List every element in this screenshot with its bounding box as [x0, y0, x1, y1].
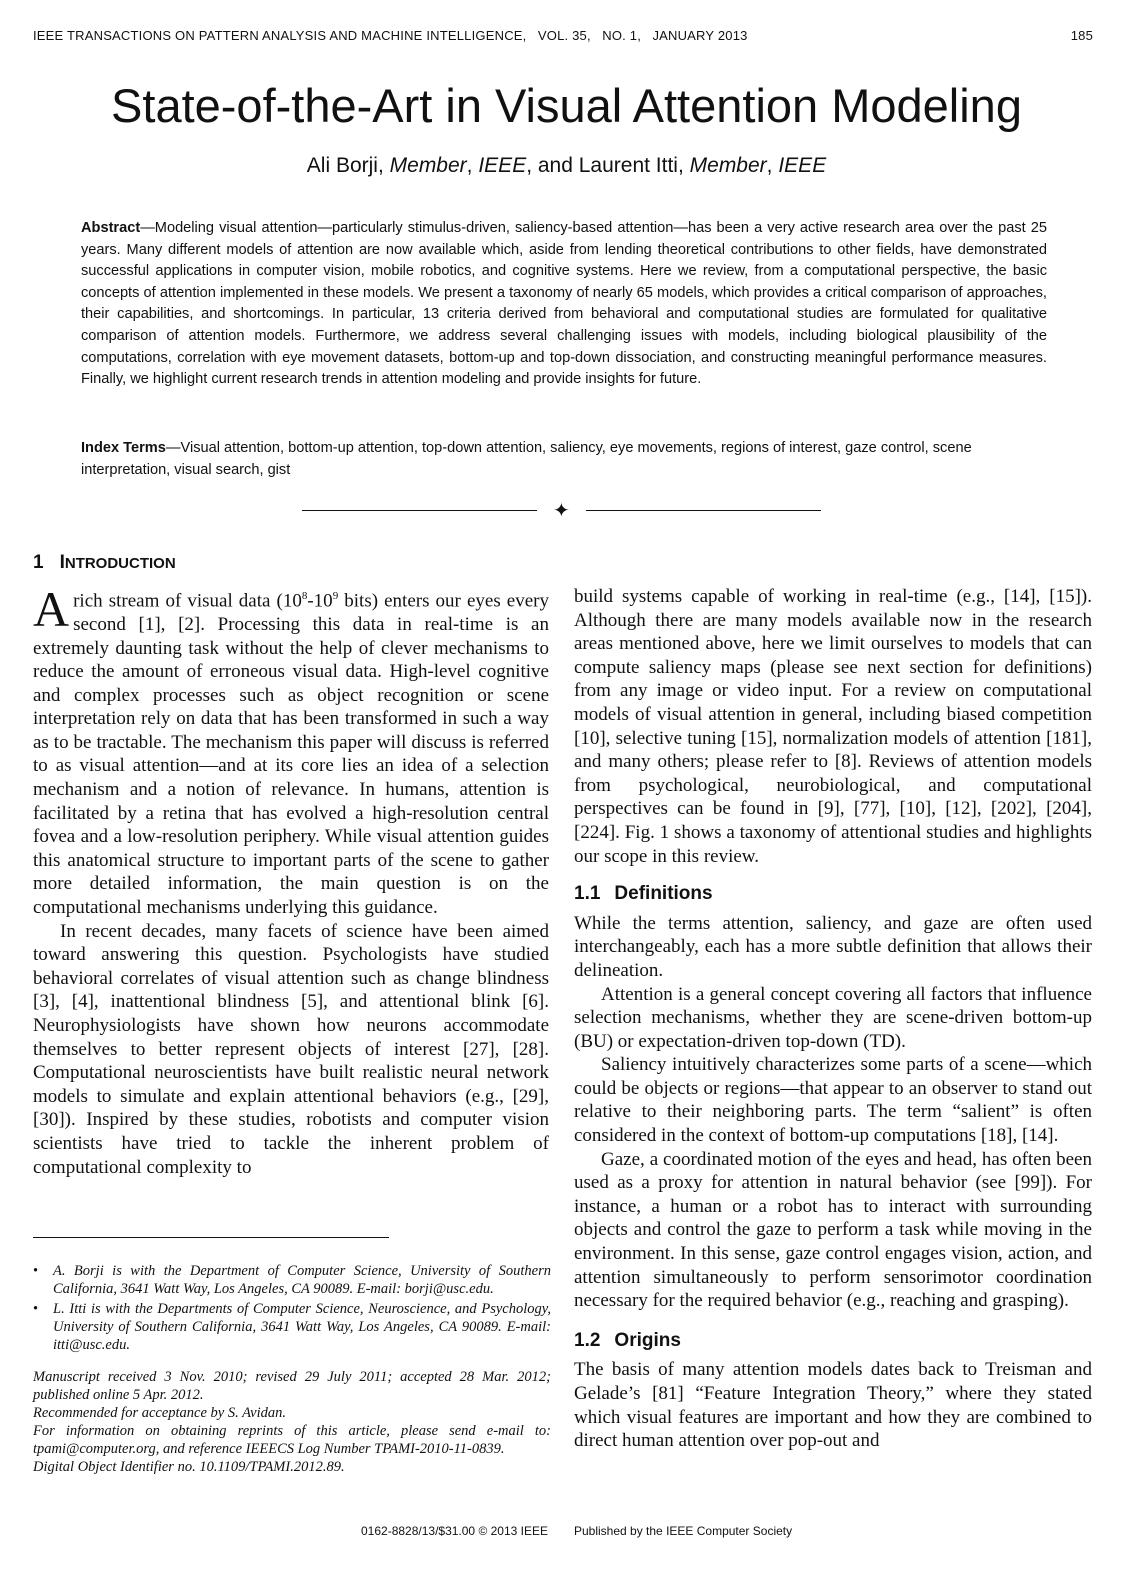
abstract-text: —Modeling visual attention—particularly stimulus-driven, saliency-based attention—has been a very active research area over the past 25 years. Many different models of attention are now available which, aside from lending theoretical contributions to other fields, have demonstrated successful applications in computer vision, mobile robotics, and cognitive systems. Here we review, from a computational perspective, the basic concepts of attention implemented in these models. We present a taxonomy of nearly 65 models, which provides a critical comparison of approaches, their capabilities, and shortcomings. In particular, 13 criteria derived from behavioral and computational studies are formulated for qualitative comparison of attention models. Furthermore, we address several challenging issues with models, including biological plausibility of the computations, correlation with eye movement datasets, bottom-up and top-down dissociation, and constructing meaningful performance measures. Finally, we highlight current research trends in attention modeling and provide insights for future. [81, 220, 1047, 388]
footnote-rule [33, 1237, 389, 1238]
manuscript-info [33, 1368, 551, 1476]
intro-paragraph-2-continued: build systems capable of working in real-time (e.g., [14], [15]). Although there are many models available now in the research areas mentioned above, here we limit ourselves to models that can compute saliency maps (please see next section for definitions) from any image or video input. For a review on computational models of visual attention in general, including biased competition [10], selective tuning [15], normalization models of attention [181], and many others; please refer to [8]. Reviews of attention models from psychological, neurobiological, and computational perspectives can be found in [9], [77], [10], [12], [202], [204], [224]. Fig. 1 shows a taxonomy of attentional studies and highlights our scope in this review. [574, 586, 1092, 867]
abstract [81, 218, 1047, 391]
subsection-heading-definitions: 1.1 Definitions [574, 883, 713, 905]
intro-paragraph-1: A rich stream of visual data ($10^8-10^9$ bits) enters our eyes every second [1], [2]. Processing this data in real-time is an extremely daunting task without the help of clever mechanisms to reduce the amount of erroneous visual data. High-level cognitive and complex processes such as object recognition or scene interpretation rely on data that has been transformed in such a way as to be tractable. The mechanism this paper will discuss is referred to as visual attention—and at its core lies an idea of a selection mechanism and a notion of relevance. In humans, attention is facilitated by a retina that has evolved a high-resolution central fovea and a low-resolution periphery. While visual attention guides this anatomical structure to important parts of the scene to gather more detailed information, the main question is on the computational mechanisms underlying this guidance. [33, 581, 549, 919]
definitions-paragraph-2: Attention is a general concept covering all factors that influence selection mechanisms, whether they are scene-driven bottom-up (BU) or expectation-driven top-down (TD). [574, 983, 1092, 1052]
separator-rule-right [586, 510, 821, 511]
recommended-by: Recommended for acceptance by S. Avidan. [33, 1405, 286, 1421]
section-number: 1 [33, 552, 44, 573]
index-terms-text: —Visual attention, bottom-up attention, top-down attention, saliency, eye movements, regions of interest, gaze control, scene interpretation, visual search, gist [81, 440, 972, 478]
page-number: 185 [1070, 28, 1093, 43]
copyright-line: 0162-8828/13/$31.00 © 2013 IEEE [361, 1524, 548, 1538]
section-separator [0, 498, 1133, 522]
intro-paragraph-2: In recent decades, many facets of science have been aimed toward answering this question. Psychologists have studied behavioral correlates of visual attention such as change blindness [3], [4], inattentional blindness [5], and attentional blink [6]. Neurophysiologists have shown how neurons accommodate themselves to better represent objects of interest [27], [28]. Computational neuroscientists have built realistic neural network models to simulate and explain attentional behaviors (e.g., [29], [30]). Inspired by these studies, robotists and computer vision scientists have tried to tackle the inherent problem of computational complexity to [33, 920, 549, 1178]
bullet-icon: • [33, 1263, 39, 1279]
definitions-paragraph-3: Saliency intuitively characterizes some parts of a scene—which could be objects or regions—that appear to an observer to stand out relative to their neighboring parts. The term “salient” is often considered in the context of bottom-up computations [18], [14]. [574, 1054, 1092, 1147]
subsection-heading-origins: 1.2 Origins [574, 1329, 681, 1351]
right-column [574, 585, 1092, 1453]
bullet-icon: • [33, 1301, 39, 1317]
footnote-author-1: • A. Borji is with the Department of Computer Science, University of Southern California, 3641 Watt Way, Los Angeles, CA 90089. E-mail: borji@usc.edu. [33, 1263, 551, 1297]
running-header [33, 28, 1093, 43]
drop-cap: A [33, 581, 70, 637]
author-line: Ali Borji, Member, IEEE, and Laurent Itti, Member, IEEE [306, 154, 827, 177]
author-1-org: IEEE [478, 154, 527, 177]
abstract-label: Abstract [81, 220, 141, 236]
author-2: , and Laurent Itti, [526, 154, 690, 177]
section-title-initial: I [59, 552, 65, 573]
paper-title: State-of-the-Art in Visual Attention Modeling [111, 79, 1022, 132]
index-terms-label: Index Terms [81, 440, 166, 456]
left-column [33, 581, 549, 1179]
section-title-rest: NTRODUCTION [64, 555, 176, 572]
separator-star-icon: ✦ [553, 498, 570, 522]
author-1: Ali Borji, [306, 154, 390, 177]
doi: Digital Object Identifier no. 10.1109/TPAMI.2012.89. [33, 1459, 345, 1475]
index-terms [81, 438, 1047, 481]
reprints-info: For information on obtaining reprints of this article, please send e-mail to: tpami@computer.org, and reference IEEECS Log Number TPAMI-2010-11-0839. [33, 1423, 551, 1457]
author-2-org: IEEE [778, 154, 827, 177]
journal-citation: IEEE TRANSACTIONS ON PATTERN ANALYSIS AND MACHINE INTELLIGENCE, VOL. 35, NO. 1, JANUARY 2013 [33, 28, 748, 43]
origins-paragraph-1: The basis of many attention models dates back to Treisman and Gelade’s [81] “Feature Integration Theory,” where they stated which visual features are important and how they are combined to direct human attention over pop-out and [574, 1359, 1092, 1452]
footnote-author-2: • L. Itti is with the Departments of Computer Science, Neuroscience, and Psychology, University of Southern California, 3641 Watt Way, Los Angeles, CA 90089. E-mail: itti@usc.edu. [33, 1301, 551, 1353]
author-1-role: Member [389, 154, 467, 177]
section-heading-introduction [33, 552, 176, 574]
footnotes [33, 1262, 551, 1476]
publisher-line: Published by the IEEE Computer Society [574, 1524, 793, 1538]
author-2-role: Member [689, 154, 767, 177]
definitions-paragraph-1: While the terms attention, saliency, and gaze are often used interchangeably, each has a more subtle definition that allows their delineation. [574, 912, 1092, 981]
separator-rule-left [302, 510, 537, 511]
manuscript-dates: Manuscript received 3 Nov. 2010; revised 29 July 2011; accepted 28 Mar. 2012; published online 5 Apr. 2012. [33, 1369, 551, 1403]
definitions-paragraph-4: Gaze, a coordinated motion of the eyes and head, has often been used as a proxy for attention in natural behavior (see [99]). For instance, a human or a robot has to interact with surrounding objects and control the gaze to perform a task while moving in the environment. In this sense, gaze control engages vision, action, and attention simultaneously to perform sensorimotor coordination necessary for the required behavior (e.g., reaching and grasping). [574, 1148, 1092, 1312]
